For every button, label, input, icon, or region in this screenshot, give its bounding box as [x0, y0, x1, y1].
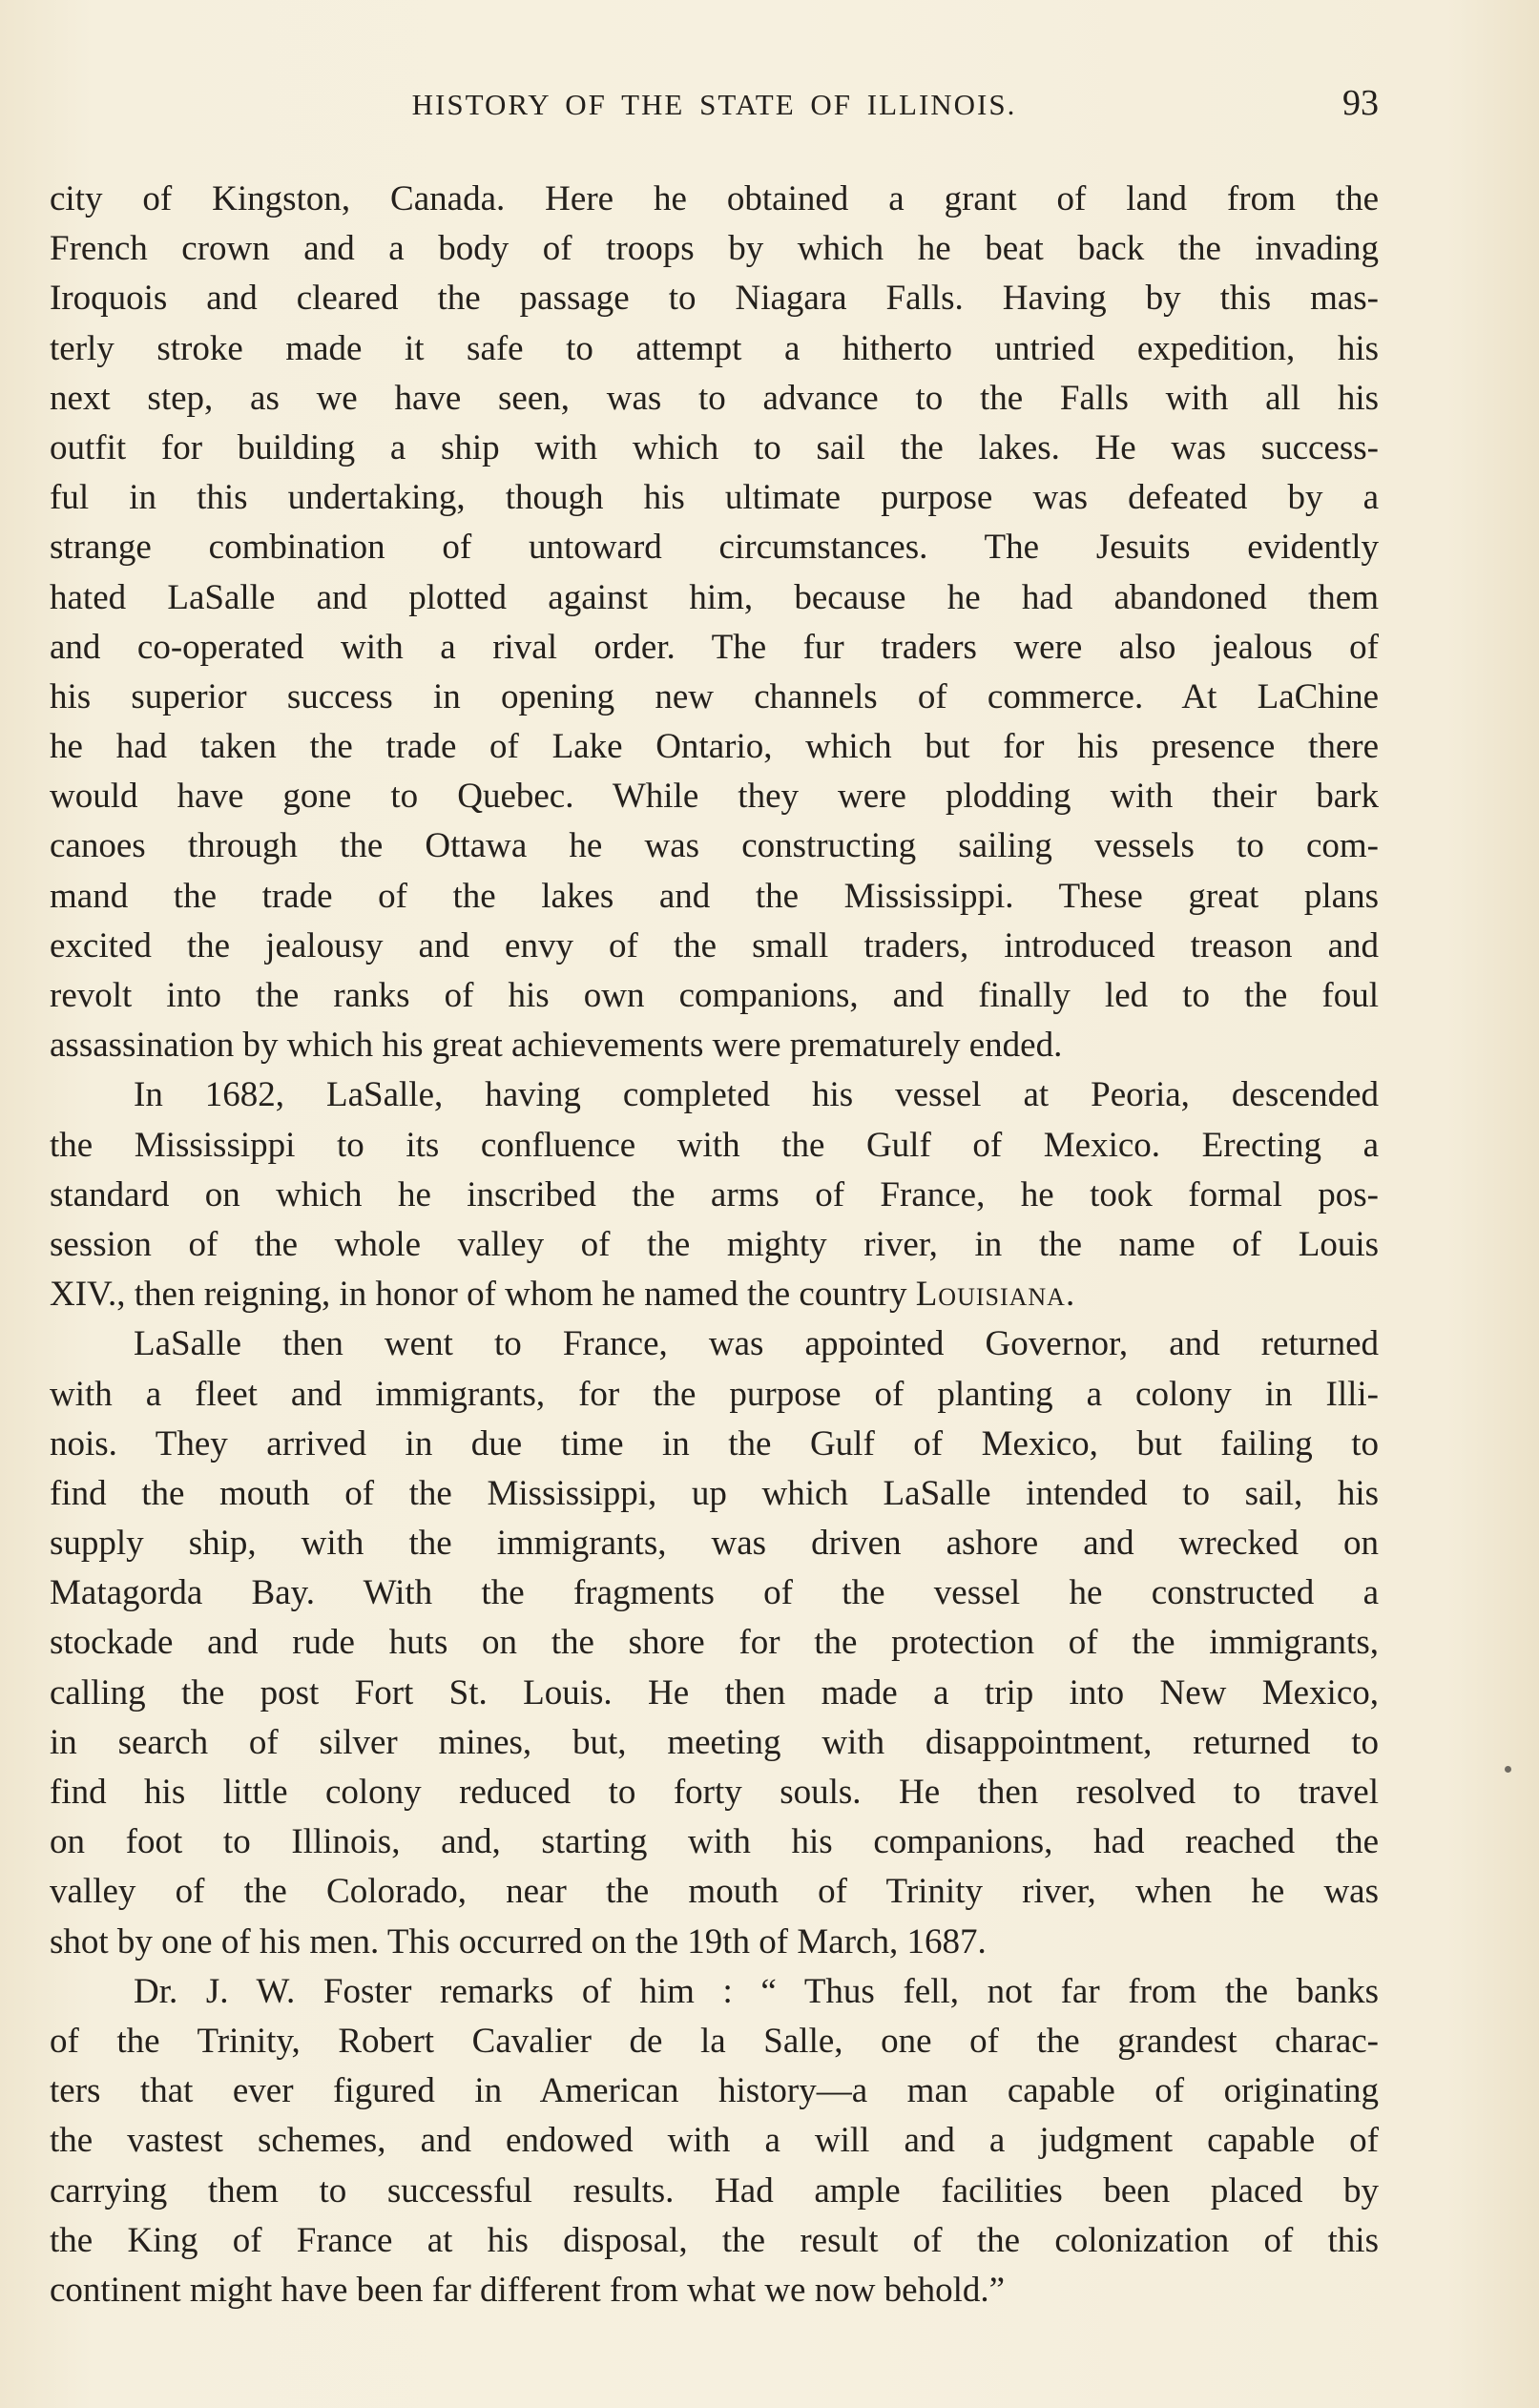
text-line: terly stroke made it safe to attempt a hitherto untried expedition, his [50, 328, 1379, 368]
text-line: hated LaSalle and plotted against him, because he had abandoned them [50, 577, 1379, 617]
text-line: find his little colony reduced to forty souls. He then resolved to travel [50, 1773, 1379, 1812]
text-line: city of Kingston, Canada. Here he obtained a grant of land from the [50, 179, 1379, 218]
text-line: Iroquois and cleared the passage to Niagara Falls. Having by this mas- [50, 279, 1379, 319]
text-line: supply ship, with the immigrants, was driven ashore and wrecked on [50, 1524, 1379, 1564]
text-line: shot by one of his men. This occurred on the 19th of March, 1687. [50, 1921, 987, 1962]
text-line: on foot to Illinois, and, starting with his companions, had reached the [50, 1822, 1379, 1862]
text-line: standard on which he inscribed the arms of France, he took formal pos- [50, 1174, 1379, 1214]
text-line: French crown and a body of troops by which he beat back the invading [50, 229, 1379, 269]
text-line: Matagorda Bay. With the fragments of the vessel he constructed a [50, 1573, 1379, 1613]
text-line: LaSalle then went to France, was appointed Governor, and returned [134, 1324, 1379, 1364]
text-line: and co-operated with a rival order. The fur traders were also jealous of [50, 627, 1379, 667]
page-number: 93 [1342, 83, 1379, 123]
text-line: Dr. J. W. Foster remarks of him : “ Thus fell, not far from the banks [134, 1971, 1379, 2011]
text-line: of the Trinity, Robert Cavalier de la Salle, one of the grandest charac- [50, 2021, 1379, 2061]
text-line: the King of France at his disposal, the result of the colonization of this [50, 2220, 1379, 2260]
text-line: would have gone to Quebec. While they were plodding with their bark [50, 777, 1379, 817]
text-line: outfit for building a ship with which to sail the lakes. He was success- [50, 427, 1379, 467]
text-line: revolt into the ranks of his own companions, and finally led to the foul [50, 976, 1379, 1015]
text-line: the Mississippi to its confluence with the Gulf of Mexico. Erecting a [50, 1125, 1379, 1165]
text-line: his superior success in opening new channels of commerce. At LaChine [50, 676, 1379, 716]
text-line: next step, as we have seen, was to advance to the Falls with all his [50, 378, 1379, 418]
text-line: assassination by which his great achievements were prematurely ended. [50, 1026, 1063, 1066]
text-line: valley of the Colorado, near the mouth of Trinity river, when he was [50, 1872, 1379, 1912]
text-line: nois. They arrived in due time in the Gulf of Mexico, but failing to [50, 1423, 1379, 1463]
text-line: find the mouth of the Mississippi, up which LaSalle intended to sail, his [50, 1473, 1379, 1513]
country-name: Louisiana. [915, 1275, 1076, 1315]
text-line: he had taken the trade of Lake Ontario, which but for his presence there [50, 727, 1379, 767]
text-line: calling the post Fort St. Louis. He then made a trip into New Mexico, [50, 1672, 1379, 1713]
body-text [50, 175, 1379, 2315]
running-title: HISTORY OF THE STATE OF ILLINOIS. [411, 88, 1017, 121]
text-line [50, 1270, 1379, 1319]
text-line: ters that ever figured in American history—a man capable of originating [50, 2071, 1379, 2111]
text-line-part: XIV., then reigning, in honor of whom he named the country [50, 1275, 907, 1315]
text-line: In 1682, LaSalle, having completed his vessel at Peoria, descended [134, 1075, 1379, 1115]
text-line: mand the trade of the lakes and the Mississippi. These great plans [50, 876, 1379, 916]
text-line: canoes through the Ottawa he was constructing sailing vessels to com- [50, 826, 1379, 866]
text-line: with a fleet and immigrants, for the purpose of planting a colony in Illi- [50, 1374, 1379, 1414]
text-line: carrying them to successful results. Had ample facilities been placed by [50, 2170, 1379, 2211]
text-line: stockade and rude huts on the shore for the protection of the immigrants, [50, 1623, 1379, 1663]
text-line: excited the jealousy and envy of the small traders, introduced treason and [50, 925, 1379, 965]
text-line: session of the whole valley of the mighty river, in the name of Louis [50, 1224, 1379, 1264]
margin-speck [1505, 1766, 1511, 1773]
text-line: continent might have been far different from what we now behold.” [50, 2270, 1006, 2310]
running-head [50, 83, 1379, 130]
text-line: in search of silver mines, but, meeting with disappointment, returned to [50, 1722, 1379, 1762]
text-line: the vastest schemes, and endowed with a will and a judgment capable of [50, 2121, 1379, 2161]
text-line: strange combination of untoward circumstances. The Jesuits evidently [50, 528, 1379, 568]
text-line: ful in this undertaking, though his ultimate purpose was defeated by a [50, 478, 1379, 518]
